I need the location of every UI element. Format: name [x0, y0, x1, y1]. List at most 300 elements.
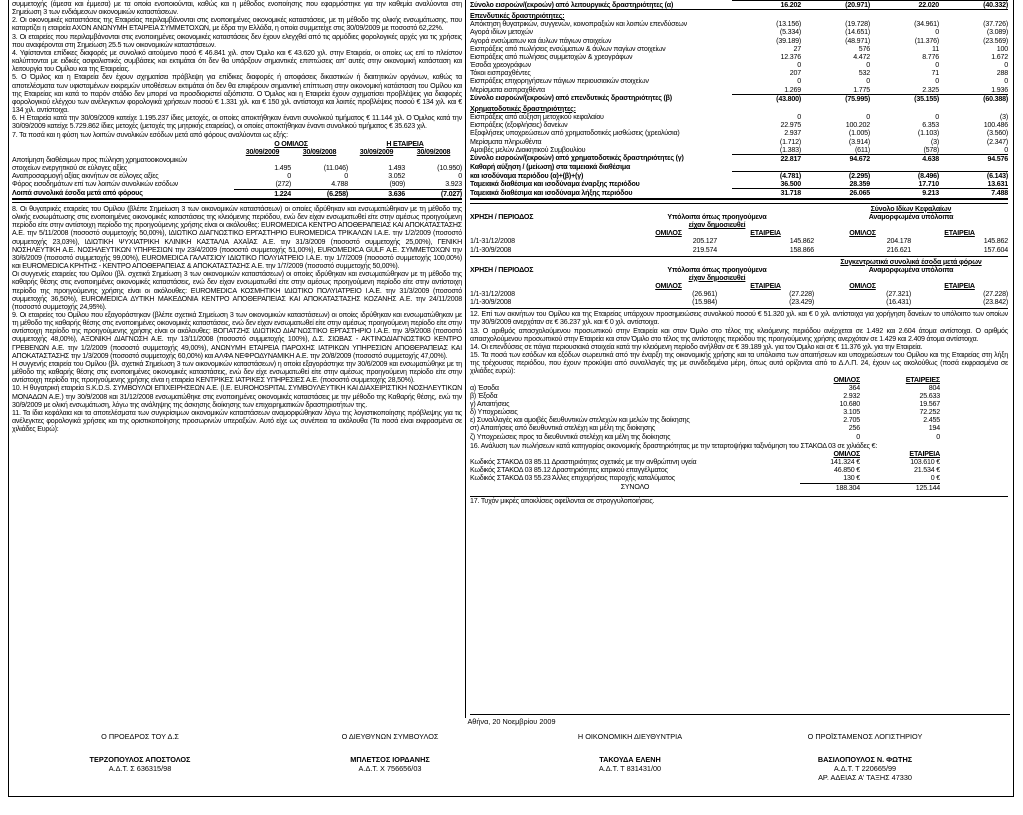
- row-value: (19.728): [845, 20, 870, 29]
- row-label: Μερίσματα πληρωθέντα: [470, 137, 542, 146]
- equity-col-prev: Υπόλοιπα όπως προηγούμενα: [667, 212, 767, 221]
- signatory-id: Α.Δ.Τ. Τ 220665/99: [833, 764, 897, 773]
- row-label: Απόκτηση θυγατρικών, συγγενών, κοινοπραξιών και λοιπών επενδύσεων: [470, 20, 687, 29]
- signatory-role: Η ΟΙΚΟΝΟΜΙΚΗ ΔΙΕΥΘΥΝΤΡΙΑ: [577, 732, 683, 741]
- oci-total-value: 1.224: [234, 189, 291, 199]
- cf-value: 22.817: [732, 154, 801, 163]
- row-value: (48.971): [845, 36, 870, 45]
- row-value: 27: [793, 44, 801, 53]
- investing-title: Επενδυτικές δραστηριότητες:: [470, 12, 565, 21]
- comp-col-restated: Αναμορφωμένα υπόλοιπα: [868, 265, 954, 274]
- row-value: 0: [797, 113, 801, 122]
- row-value: 0 €: [860, 474, 940, 483]
- row-value: 1.672: [991, 52, 1008, 61]
- row-label: Κωδικός ΣΤΑΚΟΔ 03 55.23 Άλλες επιχειρήσεις παροχής καταλύματος: [470, 474, 675, 483]
- row-value: 0: [866, 61, 870, 70]
- operating-total-label: Σύνολο εισροών/(εκροών) από λειτουργικές δραστηριότητες (α): [470, 0, 674, 9]
- table-row: [12, 164, 462, 172]
- row-value: (13.156): [776, 20, 801, 29]
- row-value: 130 €: [800, 474, 860, 483]
- table-row: [12, 156, 462, 164]
- row-value: 0: [856, 432, 860, 441]
- row-value: (27.228): [789, 290, 814, 299]
- cash-end-label: Ταμειακά διαθέσιμα και ισοδύναμα λήξης περιόδου: [470, 188, 633, 197]
- row-value: 1.493: [388, 164, 405, 173]
- financing-total-row: [470, 154, 1008, 163]
- row-value: 158.866: [789, 245, 814, 254]
- note-paragraph: 6. Η Εταιρεία κατά την 30/09/2009 κατείχε 1.195.237 ίδιες μετοχές, οι οποίες αποκτήθηκαν έναντι συνολικού τιμήματος € 11.144 χιλ. Ο Όμιλος κατά την 30/09/2009 κατείχε 5.729.862 ίδιες μετοχές (μετοχές της μητρικής εταιρείας), οι οποίες αποκτήθηκαν έναντι συνολικού τιμήματος € 35.623 χιλ.: [12, 114, 462, 131]
- cf-value: 36.500: [780, 180, 801, 189]
- row-value: 10.680: [839, 399, 860, 408]
- cf-value: 4.638: [870, 154, 939, 163]
- row-value: 100.202: [845, 121, 870, 130]
- row-label: 1/1-30/9/2008: [470, 298, 512, 307]
- table-row: [470, 129, 1008, 137]
- comp-group: ΟΜΙΛΟΣ: [849, 281, 876, 290]
- row-value: 0: [797, 77, 801, 86]
- oci-total-value: (6.258): [291, 189, 348, 199]
- financing-rows: [470, 113, 1008, 154]
- row-value: (272): [234, 180, 291, 189]
- investing-total-label: Σύνολο εισροών/(εκροών) από επενδυτικές δραστηριότητες (β): [470, 94, 672, 103]
- table-row: [470, 121, 1008, 129]
- row-value: (23.569): [983, 36, 1008, 45]
- cf-value: (35.155): [870, 94, 939, 103]
- table-row: [470, 408, 1008, 416]
- table-row: [470, 37, 1008, 45]
- note-paragraph: 15. Τα ποσά των εσόδων και εξόδων σωρευτικά από την έναρξη της οικονομικής χρήσης και τα υπόλοιπα των απαιτήσεων και υποχρεώσεων του Ομίλου και της Εταιρείας στη λήξη της τρέχουσας περιόδου, που έχουν προκύψει από συναλλαγές της με συνδεδεμένα μέρη, όπως αυτά ορίζονται από το Δ.Λ.Π. 24, έχουν ως ακολούθως (ποσά εκφρασμένα σε χιλιάδες ευρώ):: [470, 351, 1008, 376]
- row-value: 8.776: [922, 52, 939, 61]
- row-value: 0: [344, 172, 348, 181]
- row-value: (3.089): [986, 28, 1008, 37]
- row-value: [234, 156, 291, 164]
- table-row: [470, 433, 1008, 441]
- row-label: Αμοιβές μελών Διοικητικού Συμβουλίου: [470, 145, 586, 154]
- row-label: 1/1-31/12/2008: [470, 290, 515, 299]
- table-row: [470, 113, 1008, 121]
- row-value: (3.914): [848, 137, 870, 146]
- comprehensive-title: Συγκεντρωτικά συνολικά έσοδα μετά φόρων: [840, 257, 982, 266]
- signing-date: Αθήνα, 20 Νοεμβρίου 2009: [467, 717, 556, 726]
- cf-value: 22.020: [870, 1, 939, 10]
- table-row: [470, 290, 1008, 298]
- operating-total-row: [470, 1, 1008, 10]
- related-table: [470, 376, 1008, 441]
- signatory-name: ΤΕΡΖΟΠΟΥΛΟΣ ΑΠΟΣΤΟΛΟΣ: [89, 755, 191, 764]
- cf-value: 94.672: [801, 154, 870, 163]
- right-separator: [470, 308, 1008, 309]
- row-label: Τόκοι εισπραχθέντες: [470, 69, 531, 78]
- note-paragraph: 12. Επί των ακινήτων του Ομίλου και της Εταιρείας υπάρχουν προσημειώσεις συνολικού ποσού € 51.320 χιλ. και € 0 χιλ. αντίστοιχα για χορήγηση δανείων το υπόλοιπο των οποίων την 30/9/2009 ανερχόταν σε € 36.237 χιλ. και € 0 χιλ. αντίστοιχα.: [470, 310, 1008, 327]
- row-value: [405, 156, 462, 164]
- row-label: Αγορά ενσώματων και άυλων πάγιων στοιχείων: [470, 36, 612, 45]
- cf-value: 13.631: [987, 180, 1008, 189]
- table-row: [470, 400, 1008, 408]
- notes-b: [12, 205, 462, 433]
- signatory-license: ΑΡ. ΑΔΕΙΑΣ Α' ΤΑΞΗΣ 47330: [818, 773, 912, 782]
- note-paragraph: 7. Τα ποσά και η φύση των λοιπών συνολικών εσόδων μετά από φόρους αναλύονται ως εξής:: [12, 130, 288, 139]
- right-separator: [470, 203, 1008, 204]
- equity-company: ΕΤΑΙΡΕΙΑ: [750, 229, 781, 238]
- stakod-rows: [470, 458, 1008, 483]
- cf-value: 26.065: [801, 189, 870, 199]
- equity-title: Σύνολο Ιδίων Κεφαλαίων: [870, 204, 952, 213]
- table-row: [12, 172, 462, 180]
- row-value: 100.486: [983, 121, 1008, 130]
- oci-rows: [12, 156, 462, 189]
- row-value: (39.189): [776, 36, 801, 45]
- row-label: Εισπράξεις από πωλήσεις ενσώματων & άυλων παγίων στοιχείων: [470, 44, 666, 53]
- investing-total-row: [470, 94, 1008, 103]
- row-value: 216.621: [886, 245, 911, 254]
- signatory-id: Α.Δ.Τ. Σ 636315/98: [108, 764, 172, 773]
- signatory-id: Α.Δ.Τ. Τ 831431/00: [598, 764, 662, 773]
- row-value: (1.383): [732, 146, 801, 155]
- row-value: 21.534 €: [913, 466, 940, 475]
- table-row: [470, 392, 1008, 400]
- row-label: στ) Απαιτήσεις από διευθυντικά στελέχη και μέλη της διοίκησης: [470, 424, 656, 433]
- row-label: Εισπράξεις επιχορηγήσεων πάγιων περιουσιακών στοιχείων: [470, 77, 649, 86]
- row-value: 3.052: [388, 172, 405, 181]
- row-value: 256: [848, 424, 860, 433]
- comprehensive-table: [470, 258, 1008, 307]
- row-value: (10.950): [437, 164, 462, 173]
- row-value: 1.775: [801, 86, 870, 95]
- row-value: 219.574: [692, 245, 717, 254]
- equity-col-period: ΧΡΗΣΗ / ΠΕΡΙΟΔΟΣ: [470, 212, 534, 221]
- cf-value: (43.800): [732, 94, 801, 103]
- row-value: 0: [866, 77, 870, 86]
- row-value: (11.376): [914, 36, 939, 45]
- cf-value: (6.143): [939, 172, 1008, 181]
- table-row: [470, 20, 1008, 28]
- left-column: [12, 0, 462, 433]
- equity-rows: [470, 237, 1008, 253]
- table-row: [470, 416, 1008, 424]
- row-value: 2.932: [843, 391, 860, 400]
- row-value: 804: [928, 383, 940, 392]
- note-paragraph: 14. Οι επενδύσεις σε πάγια περιουσιακά στοιχεία κατά την κλειόμενη περίοδο ανήλθαν σε € 39.189 χιλ. για τον Όμιλο και σε € 11.376 χιλ. για την Εταιρεία.: [470, 342, 923, 351]
- row-value: 2.937: [784, 129, 801, 138]
- cf-value: 94.576: [939, 154, 1008, 163]
- row-value: (27.321): [886, 290, 911, 299]
- row-label: δ) Υποχρεώσεις: [470, 408, 518, 417]
- row-value: 1.936: [939, 86, 1008, 95]
- row-value: 157.604: [983, 245, 1008, 254]
- row-value: (27.228): [983, 290, 1008, 299]
- row-label: α) Έσοδα: [470, 383, 499, 392]
- row-value: (14.651): [845, 28, 870, 37]
- cf-value: (40.332): [939, 1, 1008, 10]
- row-label: β) Έξοδα: [470, 391, 498, 400]
- row-value: (3.560): [986, 129, 1008, 138]
- signatory-3: [530, 732, 730, 773]
- stakod-group: ΟΜΙΛΟΣ: [833, 449, 860, 458]
- net-change-row: [470, 172, 1008, 181]
- table-row: [470, 146, 1008, 155]
- table-row: [470, 384, 1008, 392]
- stakod-total-value: 188.304: [800, 483, 860, 492]
- cf-value: 9.213: [870, 189, 939, 199]
- right-separator: [470, 496, 1008, 497]
- note-paragraph: 3. Οι εταιρείες που περιλαμβάνονται στις ενοποιημένες οικονομικές καταστάσεις δεν έχουν ελεγχθεί από τις αρμόδιες φορολογικές αρχές για τις χρήσεις που αναφέρονται στη Σημείωση 25.5 των οικονομικών καταστάσεων.: [12, 32, 462, 49]
- note-paragraph: 13. Ο αριθμός απασχολούμενου προσωπικού στην Εταιρεία και στον Όμιλο στο τέλος της κλειόμενης περιόδου ανέρχεται σε 1.492 και 2.604 άτομα αντίστοιχα. Ο αριθμός απασχολούμενου προσωπικού στην Εταιρεία και στον Όμιλο στο τέλος της αντίστοιχης περιόδου της προηγούμενης χρήσης ανερχόταν σε 1.429 και 2.409 άτομα αντίστοιχα.: [470, 326, 1008, 343]
- cf-value: 17.710: [918, 180, 939, 189]
- oci-table: [12, 140, 462, 200]
- row-value: (3): [999, 113, 1008, 122]
- row-label: Εξοφλήσεις υποχρεώσεων από χρηματοδοτικές μισθώσεις (χρεολύσια): [470, 129, 680, 138]
- stakod-total-label: ΣΥΝΟΛΟ: [620, 483, 650, 492]
- row-value: 194: [928, 424, 940, 433]
- notes-a: [12, 16, 462, 138]
- row-label: γ) Απαιτήσεις: [470, 399, 510, 408]
- row-label: ε) Συναλλαγές και αμοιβές διευθυντικών στελεχών και μελών της διοίκησης: [470, 416, 690, 425]
- right-column: [470, 0, 1008, 506]
- comp-col-prev: Υπόλοιπα όπως προηγούμενα: [667, 265, 767, 274]
- row-value: 576: [858, 44, 870, 53]
- row-value: (23.842): [983, 298, 1008, 307]
- net-change-label: Καθαρή αύξηση / (μείωση) στα ταμειακά διαθέσιμα: [470, 162, 631, 171]
- comp-company: ΕΤΑΙΡΕΙΑ: [750, 281, 781, 290]
- note-paragraph: Οι συγγενείς εταιρείες του Ομίλου (βλ. σχετικά Σημείωση 3 των οικονομικών καταστάσεων) οι οποίες ιδρύθηκαν και ενσωματώθηκαν με τη μέθοδο της καθαρής θέσης στις ενοποιημένες οικονομικές καταστάσεις, ενώ δεν είχαν ενσωματωθεί είτε στην αμέσως προηγούμενη περίοδο είτε στην αντίστοιχη περίοδο της προηγούμενης χρήσης είναι οι ακόλουθες: EUROMEDICA ΚΟΣΜΗΤΙΚΗ ΙΔΙΩΤΙΚΟ ΠΟΛΥΙΑΤΡΕΙΟ Ι.Α.Ε. την 31/3/2009 (ποσοστό συμμετοχής 36,50%), EUROMEDICA ΔΥΤΙΚΗ ΜΑΚΕΔΟΝΙΑ ΚΕΝΤΡΟ ΑΠΟΘΕΡΑΠΕΙΑΣ ΚΑΙ ΑΠΟΚΑΤΑΣΤΑΣΗΣ ΚΟΖΑΝΗΣ Α.Ε. την 24/11/2008 (ποσοστό συμμετοχής 24,95%).: [12, 270, 462, 311]
- note-paragraph: 8. Οι θυγατρικές εταιρείες του Ομίλου (βλέπε Σημείωση 3 των οικονομικών καταστάσεων) οι οποίες ιδρύθηκαν και ενσωματώθηκαν με τη μέθοδο της ολικής ενσωμάτωσης στις ενοποιημένες οικονομικές καταστάσεις της κλειόμενης περιόδου, ενώ δεν είχαν ενσωματωθεί είτε στην αμέσως προηγούμενη περίοδο είτε στην αντίστοιχη περίοδο της προηγούμενης χρήσης είναι οι ακόλουθες: EUROMEDICA ΚΕΝΤΡΟ ΑΠΟΘΕΡΑΠΕΙΑΣ ΚΑΙ ΑΠΟΚΑΤΑΣΤΑΣΗΣ Α.Ε. την 5/11/2008 (ποσοστό συμμετοχής 50,00%), ΙΔΙΩΤΙΚΟ ΔΙΑΓΝΩΣΤΙΚΟ ΕΡΓΑΣΤΗΡΙΟ EUROMEDICA ΤΡΙΚΑΛΩΝ Ι.Α.Ε. την 1/2/2009 (ποσοστό συμμετοχής 23,03%), ΙΔΙΩΤΙΚΗ ΨΥΧΙΑΤΡΙΚΗ ΚΛΙΝΙΚΗ ΚΑΣΤΑΛΙΑ ΑΧΑΪΑΣ Α.Ε. την 31/3/2009 (ποσοστό συμμετοχής 25,00%), ΓΕΝΙΚΗ ΝΟΣΗΛΕΥΤΙΚΗ Α.Ε. ΝΟΣΗΛΕΥΤΙΚΩΝ ΥΠΗΡΕΣΙΩΝ την 23/4/2009 (ποσοστό συμμετοχής 51,00%), EUROMEDICA GULF Α.Ε. ΣΥΜΜΕΤΟΧΩΝ την 30/6/2009 (ποσοστό συμμετοχής 99,00%), EUROMEDICA ΓΑΛΑΤΣΙΟΥ ΙΔΙΩΤΙΚΟ ΠΟΛΥΙΑΤΡΕΙΟ Ι.Α.Ε. την 1/7/2009 (ποσοστό συμμετοχής 100,00%) και EUROMEDICA ΚΡΗΤΗΣ - ΚΕΝΤΡΟ ΑΠΟΘΕΡΑΠΕΙΑΣ & ΑΠΟΚΑΤΑΣΤΑΣΗΣ Α.Ε. την 1/7/2009 (ποσοστό συμμετοχής 50,00%).: [12, 204, 462, 271]
- row-label: 1/1-31/12/2008: [470, 237, 515, 246]
- row-value: (23.429): [789, 298, 814, 307]
- cf-value: (60.388): [939, 94, 1008, 103]
- row-value: 0: [1004, 77, 1008, 86]
- row-value: (909): [348, 180, 405, 189]
- row-value: 25.633: [919, 391, 940, 400]
- right-separator: [470, 256, 1008, 257]
- row-value: 0: [797, 61, 801, 70]
- row-value: (5.334): [779, 28, 801, 37]
- equity-company: ΕΤΑΙΡΕΙΑ: [944, 229, 975, 238]
- financing-total-label: Σύνολο εισροών/(εκροών) από χρηματοδοτικές δραστηριότητες (γ): [470, 154, 684, 163]
- table-row: [470, 86, 1008, 95]
- row-value: (3): [930, 137, 939, 146]
- signatory-id: Α.Δ.Τ. Χ 756656/03: [358, 764, 422, 773]
- row-value: 532: [858, 69, 870, 78]
- row-value: 0: [935, 61, 939, 70]
- stakod-company: ΕΤΑΙΡΕΙΑ: [909, 449, 940, 458]
- cf-value: 28.359: [849, 180, 870, 189]
- table-row: [470, 69, 1008, 77]
- signatory-name: ΒΑΣΙΛΟΠΟΥΛΟΣ Ν. ΦΩΤΗΣ: [817, 755, 913, 764]
- table-row: [470, 45, 1008, 53]
- row-value: (1.712): [779, 137, 801, 146]
- row-value: 4.472: [853, 52, 870, 61]
- row-value: 0: [935, 113, 939, 122]
- signatory-name: ΤΑΚΟΥΔΑ ΕΛΕΝΗ: [599, 755, 661, 764]
- net-change-label-2: και ισοδύναμα περιόδου (α)+(β)+(γ): [470, 171, 584, 180]
- table-row: [470, 77, 1008, 85]
- oci-total-value: (7.027): [405, 189, 462, 199]
- row-value: 364: [848, 383, 860, 392]
- row-value: (1.005): [848, 129, 870, 138]
- row-label: Έσοδα χρεογράφων: [470, 61, 531, 70]
- cf-value: 16.202: [732, 1, 801, 10]
- related-rows: [470, 384, 1008, 441]
- note-paragraph: 5. Ο Όμιλος και η Εταιρεία δεν έχουν σχηματίσει πρόβλεψη για επίδικες διαφορές ή αποφάσεις δικαστικών ή διαιτητικών οργάνων, καθώς τα αποτελέσματα των υφισταμένων εκκρεμών υποθέσεων εκτιμάται ότι δεν θα επιφέρουν σημαντική επίπτωση στην οικονομική κατάσταση του Ομίλου και της Εταιρείας και κατά το παρόν στάδιο δεν μπορεί να προσδιοριστεί αξιόπιστα. Ο Όμιλος και η Εταιρεία έχουν σχηματίσει προβλέψεις για διαφορές φορολογικού ελέγχου των ανέλεγκτων φορολογικά χρήσεων ποσού € 1.331 χιλ. και € 150 χιλ. αντίστοιχα και λοιπές προβλέψεις ποσού € 134 χιλ. και € 134 χιλ. αντίστοιχα.: [12, 73, 462, 115]
- related-group: ΟΜΙΛΟΣ: [833, 375, 860, 384]
- oci-group-label: Ο ΟΜΙΛΟΣ: [274, 139, 308, 148]
- row-label: Κωδικός ΣΤΑΚΟΔ 03 85.11 Δραστηριότητες σχετικές με την ανθρώπινη υγεία: [470, 458, 697, 467]
- row-value: 2.325: [870, 86, 939, 95]
- row-value: 0: [939, 146, 1008, 155]
- cf-value: (2.295): [801, 172, 870, 181]
- cf-value: (20.971): [801, 1, 870, 10]
- row-value: 0: [458, 172, 462, 181]
- note-paragraph: 2. Οι οικονομικές καταστάσεις της Εταιρείας περιλαμβάνονται στις ενοποιημένες οικονομικές καταστάσεις, με τη μέθοδο της ολικής ενσωμάτωσης, που καταρτίζει η εταιρεία ΑΧΟΝ ΑΝΩΝΥΜΗ ΕΤΑΙΡΕΙΑ ΣΥΜΜΕΤΟΧΩΝ, με έδρα την Ελλάδα, η οποία συμμετείχε στις 30/09/2009 με ποσοστό 62,22%.: [12, 16, 462, 33]
- related-company: ΕΤΑΙΡΕΙΕΣ: [905, 375, 940, 384]
- table-row: [470, 458, 1008, 466]
- financing-title: Χρηματοδοτικές δραστηριότητες:: [470, 104, 576, 113]
- oci-period: 30/09/2009: [359, 147, 394, 156]
- equity-group: ΟΜΙΛΟΣ: [849, 229, 876, 238]
- stakod-total-row: [470, 483, 1008, 492]
- cash-end-row: [470, 189, 1008, 199]
- stakod-total-value: 125.144: [860, 483, 940, 492]
- row-value: (11.046): [323, 164, 348, 173]
- row-label: Μερίσματα εισπραχθέντα: [470, 85, 545, 94]
- row-label: Αναπροσαρμογή αξίας ακινήτων σε εύλογες αξίες: [12, 172, 159, 181]
- table-row: [470, 61, 1008, 69]
- row-value: 145.862: [789, 237, 814, 246]
- cf-value: 7.488: [939, 189, 1008, 199]
- table-row: [470, 237, 1008, 245]
- row-value: 12.376: [780, 52, 801, 61]
- note-paragraph: Η συγγενής εταιρεία του Ομίλου (βλ. σχετικά Σημείωση 3 των οικονομικών καταστάσεων) η οποία εξαγοράστηκε την 30/6/2009 και ενσωματώθηκε με τη μέθοδο της καθαρής θέσης στις ενοποιημένες οικονομικές καταστάσεις, ενώ δεν είχε ενσωματωθεί είτε στην αμέσως προηγούμενη περίοδο είτε στην αντίστοιχη περίοδο της προηγούμενης χρήσης είναι η εταιρεία ΚΕΝΤΡΙΚΕΣ ΙΑΤΡΙΚΕΣ ΥΠΗΡΕΣΙΕΣ Α.Ε. (ποσοστό συμμετοχής 28,50%).: [12, 359, 462, 385]
- equity-col-restated: Αναμορφωμένα υπόλοιπα: [868, 212, 954, 221]
- oci-period: 30/09/2008: [416, 147, 451, 156]
- row-value: 4.788: [291, 180, 348, 189]
- equity-col-prev-2: είχαν δημοσιευθεί: [688, 221, 746, 230]
- comp-company: ΕΤΑΙΡΕΙΑ: [944, 281, 975, 290]
- row-value: 19.567: [919, 399, 940, 408]
- cf-value: (4.781): [732, 172, 801, 181]
- oci-period: 30/09/2008: [302, 147, 337, 156]
- signatory-1: [40, 732, 240, 773]
- row-value: 204.178: [886, 237, 911, 246]
- row-value: 0: [935, 28, 939, 37]
- row-value: 141.324 €: [830, 458, 860, 467]
- footer-rule: [470, 714, 1010, 715]
- cashflow-table: [470, 0, 1008, 200]
- signatory-role: Ο ΠΡΟΕΔΡΟΣ ΤΟΥ Δ.Σ: [101, 732, 179, 741]
- row-value: (34.961): [914, 20, 939, 29]
- row-value: 103.610 €: [910, 458, 940, 467]
- row-value: 205.127: [692, 237, 717, 246]
- row-label: ζ) Υποχρεώσεις προς τα διευθυντικά στελέχη και μέλη της διοίκησης: [470, 432, 671, 441]
- row-value: 0: [1004, 61, 1008, 70]
- row-value: 0: [287, 172, 291, 181]
- row-label: Αγορά ιδίων μετοχών: [470, 28, 533, 37]
- signatory-2: [290, 732, 490, 773]
- row-label: Εισπράξεις (εξοφλήσεις) δανείων: [470, 121, 568, 130]
- row-label: Κωδικός ΣΤΑΚΟΔ 03 85.12 Δραστηριότητες ιατρικού επαγγέλματος: [470, 466, 668, 475]
- row-value: 100: [996, 44, 1008, 53]
- row-label: Αποτίμηση διαθέσιμων προς πώληση χρηματοοικονομικών: [12, 155, 188, 164]
- table-row: [470, 474, 1008, 483]
- row-value: 0: [866, 113, 870, 122]
- comp-group: ΟΜΙΛΟΣ: [655, 281, 682, 290]
- oci-total-value: 3.636: [348, 189, 405, 199]
- row-value: 3.923: [405, 180, 462, 189]
- row-value: 1.495: [274, 164, 291, 173]
- table-row: [470, 28, 1008, 36]
- oci-period: 30/09/2009: [245, 147, 280, 156]
- row-value: (611): [801, 146, 870, 155]
- investing-rows: [470, 20, 1008, 94]
- signatory-4: [760, 732, 970, 782]
- cf-value: 31.718: [732, 189, 801, 199]
- row-label: 1/1-30/9/2008: [470, 245, 512, 254]
- row-value: (1.103): [917, 129, 939, 138]
- row-value: 11: [932, 44, 939, 53]
- note-17: 17. Τυχόν μικρές αποκλίσεις οφείλονται σε στρογγυλοποιήσεις.: [470, 497, 655, 506]
- oci-total-label: Λοιπά συνολικά έσοδα μετά από φόρους: [12, 189, 143, 198]
- row-value: 6.353: [922, 121, 939, 130]
- row-value: 3.105: [843, 408, 860, 417]
- comp-col-prev-2: είχαν δημοσιευθεί: [688, 273, 746, 282]
- cf-value: (75.995): [801, 94, 870, 103]
- row-value: (15.984): [692, 298, 717, 307]
- row-label: Φόρος εισοδημάτων επί των λοιπών συνολικών εσόδων: [12, 180, 179, 189]
- cash-start-label: Ταμειακά διαθέσιμα και ισοδύναμα έναρξης περιόδου: [470, 180, 640, 189]
- row-value: 71: [931, 69, 939, 78]
- row-label: στοιχείων ενεργητικού σε εύλογες αξίες: [12, 164, 128, 173]
- column-divider: [465, 0, 466, 718]
- row-value: (578): [870, 146, 939, 155]
- stakod-table: [470, 450, 1008, 492]
- row-value: 0: [935, 77, 939, 86]
- note-paragraph: 11. Τα ίδια κεφάλαια και τα αποτελέσματα των συγκρίσιμων οικονομικών καταστάσεων αναμορφώθηκαν λόγω της λογιστικοποίησης πρόβλεψης για τις ανέλεγκτες φορολογικά χρήσεις και της οριστικοποίησης προσωρινών υπεραξιών. Αυτό είχε ως συνέπεια τα ακόλουθα (Τα ποσά είναι εκφρασμένα σε χιλιάδες Ευρώ):: [12, 408, 462, 434]
- table-row: [470, 298, 1008, 306]
- row-value: [291, 156, 348, 164]
- table-row: [470, 138, 1008, 146]
- table-row: [470, 466, 1008, 474]
- equity-group: ΟΜΙΛΟΣ: [655, 229, 682, 238]
- comp-col-period: ΧΡΗΣΗ / ΠΕΡΙΟΔΟΣ: [470, 265, 534, 274]
- row-label: Εισπράξεις από πωλήσεις συμμετοχών & χρεογράφων: [470, 52, 633, 61]
- row-value: 72.252: [919, 408, 940, 417]
- table-row: [12, 180, 462, 189]
- row-value: 145.862: [983, 237, 1008, 246]
- row-value: 2.455: [923, 416, 940, 425]
- row-value: 207: [789, 69, 801, 78]
- equity-table: [470, 205, 1008, 254]
- signatory-name: ΜΠΛΕΤΣΟΣ ΙΟΡΔΑΝΗΣ: [350, 755, 430, 764]
- cf-value: (8.496): [870, 172, 939, 181]
- row-value: 46.850 €: [833, 466, 860, 475]
- oci-total-row: [12, 189, 462, 199]
- intro-text: συμμετοχής (άμεσα και έμμεσα) με τα οποία ενοποιούνται, καθώς και η μέθοδος ενοποίησης που εφαρμόστηκε για την καθεμία αναλύονται στη Σημείωση 3 των ενδιάμεσων οικονομικών καταστάσεων.: [12, 0, 462, 17]
- row-value: (16.431): [886, 298, 911, 307]
- row-value: (37.726): [983, 20, 1008, 29]
- table-row: [470, 53, 1008, 61]
- signatory-role: Ο ΠΡΟΪΣΤΑΜΕΝΟΣ ΛΟΓΙΣΤΗΡΙΟΥ: [807, 732, 923, 741]
- signatory-role: Ο ΔΙΕΥΘΥΝΩΝ ΣΥΜΒΟΥΛΟΣ: [341, 732, 439, 741]
- note-paragraph: 4. Υφίστανται επίδικες διαφορές με συνολικό αιτούμενο ποσό € 46.841 χιλ. στον Όμιλο και € 43.620 χιλ. στην Εταιρεία, οι οποίες ως επί το πλείστον καλύπτονται με ειδικές ασφαλιστικές συμβάσεις και εκτιμάται ότι δεν θα υπάρξουν σημαντικές επιπτώσεις απ' αυτές στην οικονομική κατάσταση και λειτουργία του Ομίλου και της Εταιρείας.: [12, 48, 462, 74]
- cash-start-row: [470, 180, 1008, 189]
- row-value: (26.961): [692, 290, 717, 299]
- comp-rows: [470, 290, 1008, 306]
- note-paragraph: 9. Οι εταιρείες του Ομίλου που εξαγοράστηκαν (βλέπε σχετικά Σημείωση 3 των οικονομικών καταστάσεων) οι οποίες ιδρύθηκαν και ενσωματώθηκαν με τη μέθοδο της καθαρής θέσης στις ενοποιημένες οικονομικές καταστάσεις, ενώ δεν είχαν ενσωματωθεί είτε στην αμέσως προηγούμενη περίοδο είτε στην αντίστοιχη περίοδο της προηγούμενης χρήσης είναι οι ακόλουθες: ΒΟΓΙΑΤΖΗΣ ΙΔΙΩΤΙΚΟ ΔΙΑΓΝΩΣΤΙΚΟ ΕΡΓΑΣΤΗΡΙΟ Ι.Α.Ε. την 3/9/2008 (ποσοστό συμμετοχής 48,00%), ΑΞΟΝΙΚΗ ΔΙΑΓΝΩΣΗ Α.Ε. την 13/11/2008 (ποσοστό συμμετοχής 100%), Δ.Σ. ΣΙΩΒΑΣ - ΑΚΤΙΝΟΔΙΑΓΝΩΣΤΙΚΟ ΚΕΝΤΡΟ ΓΡΕΒΕΝΩΝ Α.Ε. την 1/2/2009 (ποσοστό συμμετοχής 49,00%), ΑΝΩΝΥΜΗ ΕΤΑΙΡΕΙΑ ΠΑΡΟΧΗΣ ΙΑΤΡΙΚΩΝ ΥΠΗΡΕΣΙΩΝ ΑΠΟΘΕΡΑΠΕΙΑΣ ΚΑΙ ΑΠΟΚΑΤΑΣΤΑΣΗΣ την 1/3/2009 (ποσοστό συμμετοχής 60,00%) και ΑΛΦΑ ΝΕΦΡΟΔΥΝΑΜΙΚΗ Α.Ε. την 20/8/2009 (ποσοστό συμμετοχής 47,00%).: [12, 310, 462, 360]
- row-value: 22.975: [780, 121, 801, 130]
- row-value: 0: [936, 432, 940, 441]
- note-16: 16. Ανάλυση των πωλήσεων κατά κατηγορίας οικονομικής δραστηριότητας με την τεταρτοψήφια ταξινόμηση του ΣΤΑΚΟΔ 03 σε χιλιάδες €:: [470, 441, 878, 450]
- oci-company-label: Η ΕΤΑΙΡΕΙΑ: [386, 139, 424, 148]
